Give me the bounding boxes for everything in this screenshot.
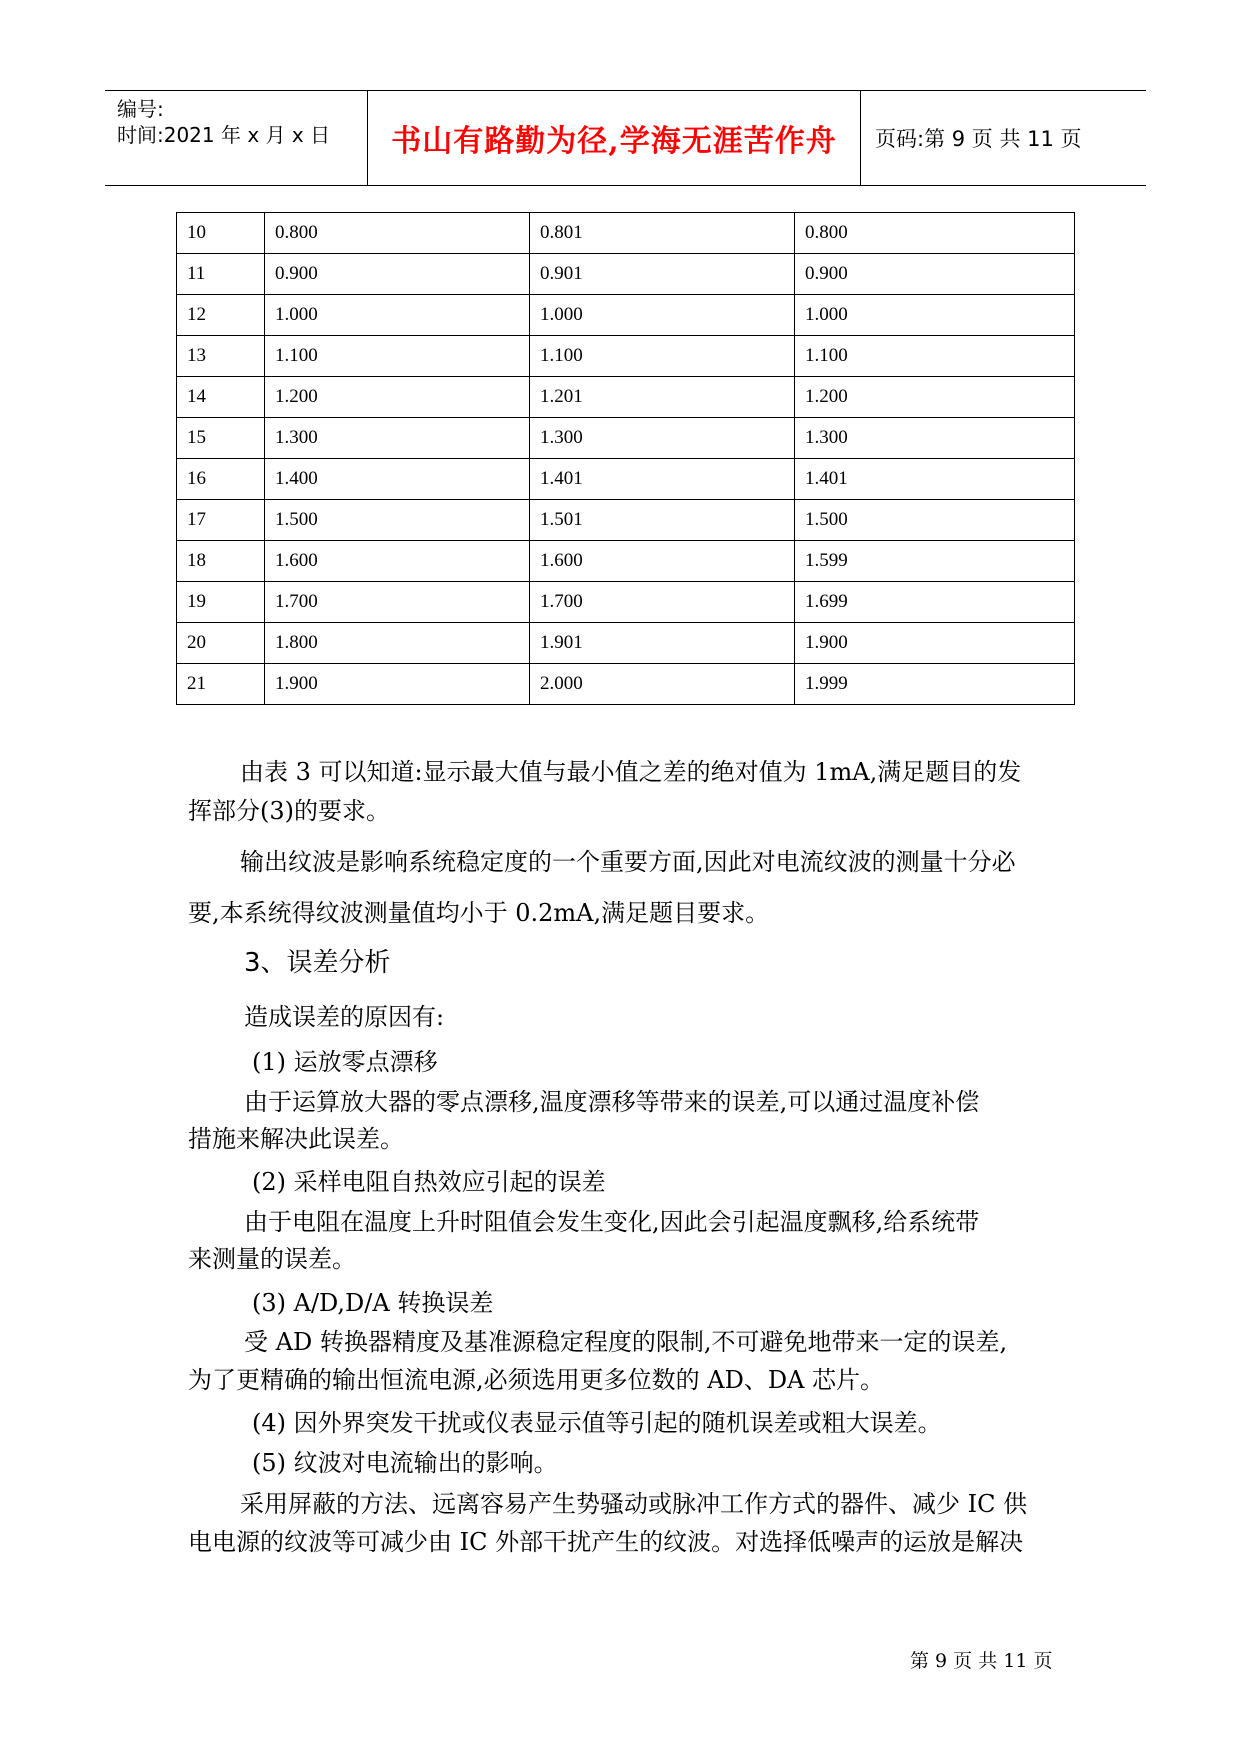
table-cell: 1.700 — [265, 582, 530, 623]
table-cell: 1.900 — [795, 623, 1075, 664]
table-cell: 1.501 — [530, 500, 795, 541]
table-row — [177, 213, 1075, 254]
header-center-cell — [368, 91, 861, 185]
page-header — [105, 90, 1146, 186]
paragraph-2-line-1: 输出纹波是影响系统稳定度的一个重要方面,因此对电流纹波的测量十分必 — [240, 848, 1016, 876]
table-cell: 1.800 — [265, 623, 530, 664]
paragraph-1-line-2: 挥部分(3)的要求。 — [188, 797, 390, 825]
table-cell: 1.000 — [265, 295, 530, 336]
causes-intro: 造成误差的原因有: — [244, 1003, 445, 1031]
table-cell: 2.000 — [530, 664, 795, 705]
table-cell: 1.600 — [265, 541, 530, 582]
table-row — [177, 254, 1075, 295]
paragraph-3-line-1: 采用屏蔽的方法、远离容易产生势骚动或脉冲工作方式的器件、减少 IC 供 — [240, 1490, 1028, 1518]
table-cell: 1.401 — [530, 459, 795, 500]
paragraph-3-line-2: 电电源的纹波等可减少由 IC 外部干扰产生的纹波。对选择低噪声的运放是解决 — [188, 1528, 1024, 1556]
table-cell: 19 — [177, 582, 265, 623]
table-cell: 1.100 — [530, 336, 795, 377]
table-cell: 0.900 — [265, 254, 530, 295]
table-row — [177, 418, 1075, 459]
table-cell: 1.700 — [530, 582, 795, 623]
table-cell: 1.300 — [530, 418, 795, 459]
table-cell: 11 — [177, 254, 265, 295]
table-cell: 1.300 — [265, 418, 530, 459]
item-2-title: (2) 采样电阻自热效应引起的误差 — [252, 1168, 606, 1196]
document-time-label: 时间:2021 年 x 月 x 日 — [117, 123, 331, 147]
table-row — [177, 664, 1075, 705]
item-2-line-1: 由于电阻在温度上升时阻值会发生变化,因此会引起温度飘移,给系统带 — [244, 1208, 980, 1236]
table-cell: 1.400 — [265, 459, 530, 500]
table-cell: 18 — [177, 541, 265, 582]
table-row — [177, 459, 1075, 500]
item-3-title: (3) A/D,D/A 转换误差 — [252, 1289, 494, 1317]
measurement-table-body — [177, 213, 1075, 705]
table-cell: 1.100 — [795, 336, 1075, 377]
table-cell: 1.000 — [795, 295, 1075, 336]
table-cell: 20 — [177, 623, 265, 664]
table-cell: 13 — [177, 336, 265, 377]
table-cell: 1.200 — [265, 377, 530, 418]
table-cell: 1.000 — [530, 295, 795, 336]
table-cell: 1.300 — [795, 418, 1075, 459]
header-motto: 书山有路勤为径,学海无涯苦作舟 — [391, 124, 837, 159]
table-cell: 1.599 — [795, 541, 1075, 582]
table-cell: 1.901 — [530, 623, 795, 664]
item-1-line-2: 措施来解决此误差。 — [188, 1125, 404, 1153]
section-heading: 3、误差分析 — [244, 948, 391, 978]
table-cell: 10 — [177, 213, 265, 254]
table-cell: 0.800 — [795, 213, 1075, 254]
table-cell: 1.401 — [795, 459, 1075, 500]
table-cell: 21 — [177, 664, 265, 705]
table-cell: 14 — [177, 377, 265, 418]
table-cell: 1.699 — [795, 582, 1075, 623]
table-cell: 0.800 — [265, 213, 530, 254]
table-row — [177, 541, 1075, 582]
table-cell: 0.901 — [530, 254, 795, 295]
document-number-label: 编号: — [117, 97, 164, 121]
table-cell: 17 — [177, 500, 265, 541]
header-right-cell — [861, 91, 1146, 185]
table-cell: 1.500 — [795, 500, 1075, 541]
item-5-title: (5) 纹波对电流输出的影响。 — [252, 1449, 558, 1477]
table-cell: 1.201 — [530, 377, 795, 418]
table-cell: 12 — [177, 295, 265, 336]
item-2-line-2: 来测量的误差。 — [188, 1245, 356, 1273]
page-footer: 第 9 页 共 11 页 — [910, 1650, 1053, 1672]
item-4-title: (4) 因外界突发干扰或仪表显示值等引起的随机误差或粗大误差。 — [252, 1409, 942, 1437]
item-3-line-2: 为了更精确的输出恒流电源,必须选用更多位数的 AD、DA 芯片。 — [188, 1366, 885, 1394]
table-row — [177, 377, 1075, 418]
table-cell: 1.999 — [795, 664, 1075, 705]
table-row — [177, 582, 1075, 623]
table-cell: 15 — [177, 418, 265, 459]
item-3-line-1: 受 AD 转换器精度及基准源稳定程度的限制,不可避免地带来一定的误差, — [244, 1328, 1008, 1356]
header-left-cell — [105, 91, 368, 185]
table-cell: 1.900 — [265, 664, 530, 705]
table-cell: 16 — [177, 459, 265, 500]
table-cell: 1.600 — [530, 541, 795, 582]
item-1-line-1: 由于运算放大器的零点漂移,温度漂移等带来的误差,可以通过温度补偿 — [244, 1088, 980, 1116]
item-1-title: (1) 运放零点漂移 — [252, 1048, 438, 1076]
table-row — [177, 623, 1075, 664]
paragraph-1-line-1: 由表 3 可以知道:显示最大值与最小值之差的绝对值为 1mA,满足题目的发 — [240, 758, 1022, 786]
table-cell: 1.500 — [265, 500, 530, 541]
table-row — [177, 336, 1075, 377]
table-cell: 0.801 — [530, 213, 795, 254]
table-cell: 1.200 — [795, 377, 1075, 418]
table-cell: 0.900 — [795, 254, 1075, 295]
header-page-label: 页码:第 9 页 共 11 页 — [875, 127, 1082, 151]
measurement-table — [176, 212, 1075, 705]
table-row — [177, 295, 1075, 336]
table-row — [177, 500, 1075, 541]
table-cell: 1.100 — [265, 336, 530, 377]
paragraph-2-line-2: 要,本系统得纹波测量值均小于 0.2mA,满足题目要求。 — [188, 899, 770, 927]
